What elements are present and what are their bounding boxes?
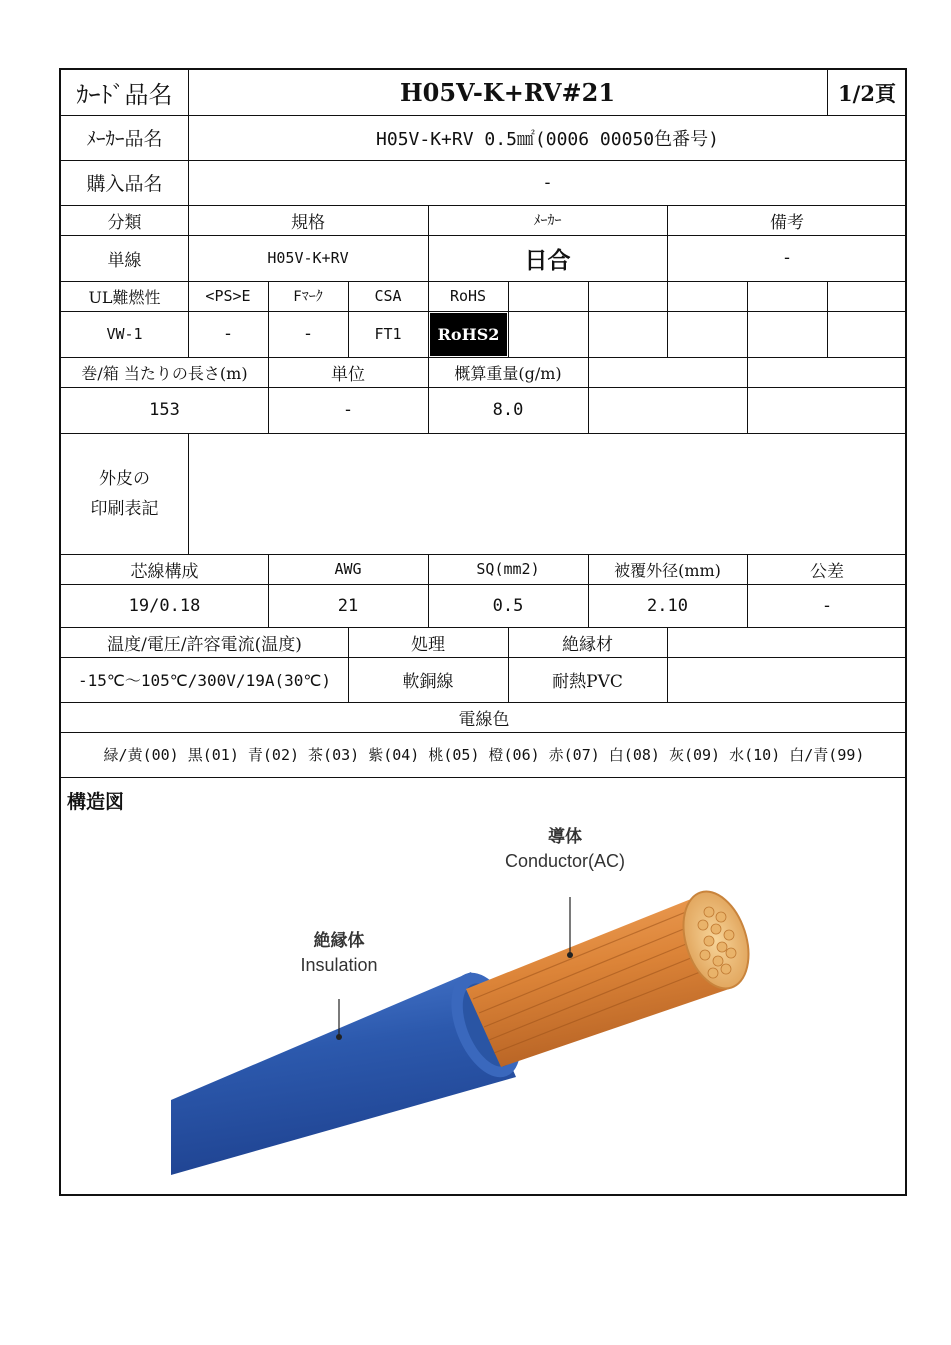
wire-colors-value: 緑/黄(00) 黒(01) 青(02) 茶(03) 紫(04) 桃(05) 橙(06) 赤(07) 白(08) 灰(09) 水(10) 白/青(99) [103, 746, 865, 764]
core-value-tolerance: - [821, 595, 833, 616]
spec-value-standard: H05V-K+RV [267, 249, 349, 267]
conductor-label-en: Conductor(AC) [504, 850, 626, 871]
core-value-sq: 0.5 [492, 595, 524, 616]
length-header-weight: 概算重量(g/m) [454, 363, 562, 383]
temp-value-insulation: 耐熱PVC [552, 672, 623, 692]
cert-value-ul: VW-1 [106, 325, 143, 343]
core-value-awg: 21 [337, 595, 359, 616]
spec-value-remarks: - [781, 248, 793, 268]
spec-sheet [59, 68, 907, 1196]
conductor-leader-dot [567, 952, 573, 958]
temp-value-rating: -15℃～105℃/300V/19A(30℃) [78, 671, 331, 690]
core-header-tolerance: 公差 [810, 561, 844, 582]
cert-header-ul: UL難燃性 [88, 287, 161, 307]
temp-header-treatment: 処理 [411, 634, 445, 655]
structure-title: 構造図 [67, 791, 125, 813]
conductor-body [466, 883, 760, 1067]
cert-value-fmark: - [302, 324, 314, 344]
cert-value-csa: FT1 [374, 325, 402, 343]
cert-header-fmark: Fﾏｰｸ [293, 289, 323, 305]
core-value-outer-diameter: 2.10 [647, 595, 688, 616]
spec-value-category: 単線 [107, 250, 142, 271]
maker-name-label: ﾒｰｶｰ品名 [86, 128, 163, 150]
cable-illustration [61, 777, 907, 1194]
core-header-sq: SQ(mm2) [476, 560, 540, 578]
temp-header-insulation: 絶縁材 [562, 634, 613, 655]
length-header-unit: 単位 [331, 364, 365, 385]
core-header-awg: AWG [334, 560, 362, 578]
cert-header-rohs: RoHS [449, 287, 487, 305]
length-value-weight: 8.0 [492, 400, 524, 420]
spec-header-category: 分類 [107, 212, 142, 233]
wire-colors-label: 電線色 [458, 709, 510, 730]
insulation-leader-dot [336, 1034, 342, 1040]
print-marking-value [188, 433, 907, 554]
temp-value-treatment: 軟銅線 [402, 672, 454, 692]
insulation-label-en: Insulation [300, 954, 378, 975]
print-marking-label-line2: 印刷表記 [90, 498, 159, 519]
core-header-outer-diameter: 被覆外径(mm) [614, 560, 721, 580]
insulation-label-jp: 絶縁体 [313, 930, 365, 950]
print-marking-label-line1: 外皮の [99, 468, 150, 489]
conductor-label-jp: 導体 [548, 826, 582, 846]
print-marking-label [61, 433, 188, 554]
card-name-value: H05V-K+RV#21 [399, 78, 616, 107]
cert-value-pse: - [222, 324, 234, 344]
purchase-name-value: - [542, 172, 553, 193]
maker-name-value: H05V-K+RV 0.5㎟(0006 00050色番号) [376, 128, 719, 150]
temp-header-rating: 温度/電圧/許容電流(温度) [107, 634, 302, 655]
spec-header-standard: 規格 [291, 212, 325, 233]
spec-value-maker: 日合 [524, 246, 571, 273]
spec-header-remarks: 備考 [770, 212, 804, 233]
length-value-per-box: 153 [149, 400, 180, 420]
core-header-structure: 芯線構成 [130, 561, 199, 582]
cert-header-csa: CSA [374, 287, 402, 305]
rohs2-badge: RoHS2 [430, 313, 507, 356]
purchase-name-label: 購入品名 [86, 173, 163, 195]
page-number: 1/2頁 [838, 80, 896, 106]
spec-header-maker: ﾒｰｶｰ [533, 213, 562, 229]
cert-header-pse: <PS>E [205, 287, 251, 305]
length-header-per-box: 巻/箱 当たりの長さ(m) [81, 363, 248, 383]
length-value-unit: - [342, 400, 354, 420]
card-name-label: ｶｰﾄﾞ品名 [76, 81, 173, 109]
core-value-structure: 19/0.18 [128, 595, 201, 616]
